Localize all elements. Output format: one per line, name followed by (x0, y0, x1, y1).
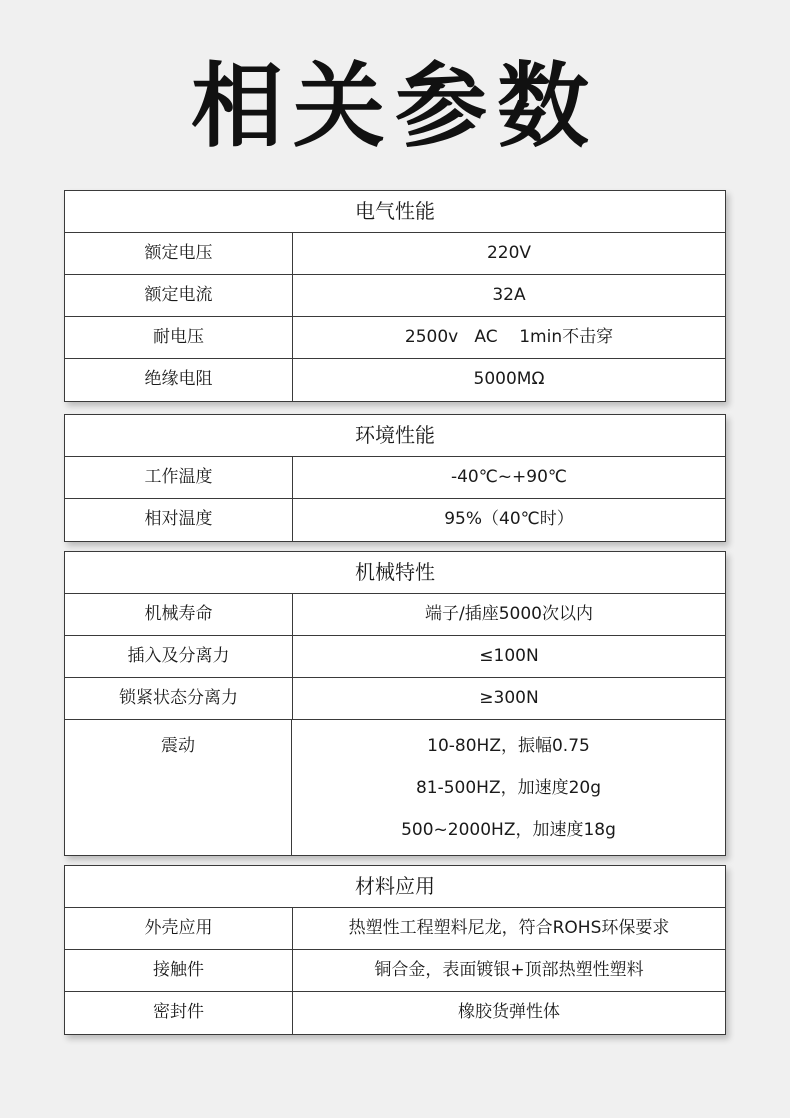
table-row (65, 992, 725, 1034)
row-label: 外壳应用 (65, 908, 293, 949)
table-row (65, 359, 725, 401)
row-label: 机械寿命 (65, 594, 293, 635)
page-title: 相关参数 (190, 53, 599, 160)
row-value: ≥300N (479, 688, 539, 708)
section-heading: 材料应用 (65, 866, 725, 908)
row-value: 5000MΩ (473, 369, 545, 389)
section-environment (64, 414, 726, 542)
row-value: 橡胶货弹性体 (458, 1002, 560, 1022)
row-value: 2500v AC 1min不击穿 (404, 327, 614, 347)
table-row (65, 678, 725, 720)
section-heading: 电气性能 (65, 191, 725, 233)
section-heading: 机械特性 (65, 552, 725, 594)
table-row (65, 317, 725, 359)
row-label: 相对温度 (65, 499, 293, 541)
row-value-line: 81-500HZ，加速度20g (415, 778, 602, 798)
row-label: 工作温度 (65, 457, 293, 498)
table-row (65, 950, 725, 992)
row-label: 震动 (65, 720, 292, 855)
row-value: 220V (486, 243, 532, 263)
row-label: 接触件 (65, 950, 293, 991)
row-value-line: 500~2000HZ，加速度18g (401, 820, 616, 840)
row-value: 95%（40℃时） (444, 509, 574, 529)
section-mechanical (64, 551, 726, 856)
row-label: 插入及分离力 (65, 636, 293, 677)
table-row (65, 720, 725, 855)
row-value: 热塑性工程塑料尼龙，符合ROHS环保要求 (348, 918, 670, 938)
row-value-line: 10-80HZ，振幅0.75 (427, 736, 590, 756)
row-label: 锁紧状态分离力 (65, 678, 293, 719)
section-electrical (64, 190, 726, 402)
table-row (65, 457, 725, 499)
table-row (65, 275, 725, 317)
row-value: ≤100N (479, 646, 539, 666)
row-label: 额定电流 (65, 275, 293, 316)
row-label: 密封件 (65, 992, 293, 1034)
row-label: 绝缘电阻 (65, 359, 293, 401)
row-value-list (292, 720, 725, 855)
table-row (65, 499, 725, 541)
row-value: -40℃~+90℃ (450, 467, 568, 487)
row-value: 端子/插座5000次以内 (425, 604, 593, 624)
table-row (65, 233, 725, 275)
table-row (65, 636, 725, 678)
section-materials (64, 865, 726, 1035)
table-row (65, 594, 725, 636)
table-row (65, 908, 725, 950)
row-value: 32A (492, 285, 526, 305)
row-label: 额定电压 (65, 233, 293, 274)
row-label: 耐电压 (65, 317, 293, 358)
row-value: 铜合金，表面镀银+顶部热塑性塑料 (374, 960, 644, 980)
section-heading: 环境性能 (65, 415, 725, 457)
